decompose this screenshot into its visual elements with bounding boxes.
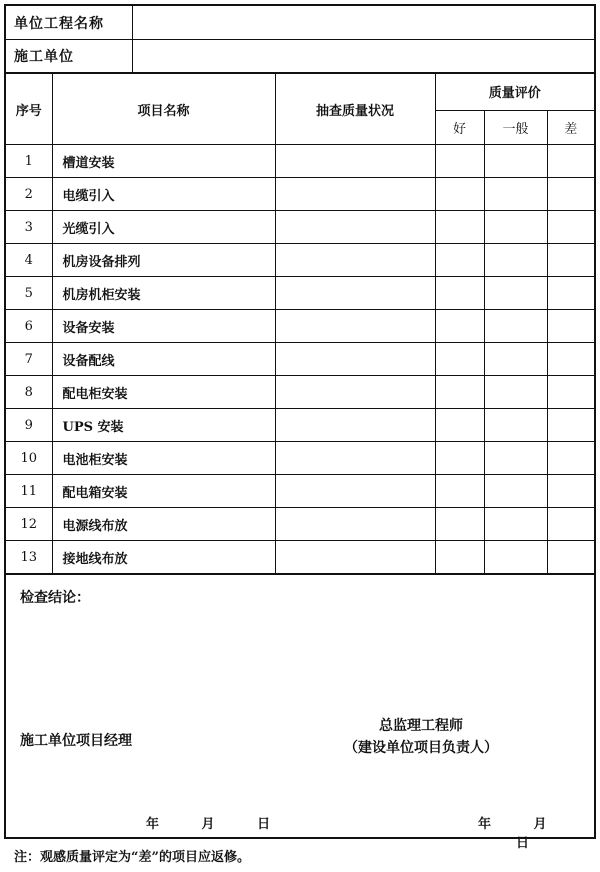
row-check-status[interactable] (275, 376, 435, 409)
row-grade-poor[interactable] (547, 442, 594, 475)
row-item-name: 光缆引入 (52, 211, 275, 244)
table-row (6, 211, 594, 244)
row-check-status[interactable] (275, 475, 435, 508)
row-item-name: 设备安装 (52, 310, 275, 343)
row-grade-fair[interactable] (484, 409, 547, 442)
row-item-name: 机房机柜安装 (52, 277, 275, 310)
row-grade-poor[interactable] (547, 178, 594, 211)
row-grade-poor[interactable] (547, 211, 594, 244)
row-check-status[interactable] (275, 343, 435, 376)
row-grade-fair[interactable] (484, 343, 547, 376)
row-grade-good[interactable] (435, 343, 484, 376)
row-check-status[interactable] (275, 178, 435, 211)
row-grade-poor[interactable] (547, 376, 594, 409)
row-grade-fair[interactable] (484, 376, 547, 409)
row-item-name: 电池柜安装 (52, 442, 275, 475)
row-grade-good[interactable] (435, 442, 484, 475)
chief-supervisor-label (336, 715, 506, 759)
row-check-status[interactable] (275, 541, 435, 574)
row-grade-good[interactable] (435, 145, 484, 178)
row-check-status[interactable] (275, 277, 435, 310)
construction-unit-label: 施工单位 (6, 40, 133, 72)
row-item-name: UPS 安装 (52, 409, 275, 442)
manager-date-year: 年 (146, 817, 160, 832)
row-seq: 4 (6, 244, 52, 277)
table-row (6, 409, 594, 442)
row-item-name: 接地线布放 (52, 541, 275, 574)
row-grade-good[interactable] (435, 244, 484, 277)
table-row (6, 475, 594, 508)
row-item-name: 配电柜安装 (52, 376, 275, 409)
row-grade-fair[interactable] (484, 310, 547, 343)
table-row (6, 541, 594, 574)
header-item-name: 项目名称 (52, 74, 275, 145)
row-grade-poor[interactable] (547, 343, 594, 376)
footnote: 注：观感质量评定为“差”的项目应返修。 (14, 850, 250, 865)
chief-supervisor-subtitle: （建设单位项目负责人） (344, 740, 498, 756)
row-grade-poor[interactable] (547, 310, 594, 343)
row-grade-fair[interactable] (484, 475, 547, 508)
construction-unit-field[interactable] (133, 40, 594, 72)
row-item-name: 机房设备排列 (52, 244, 275, 277)
row-seq: 6 (6, 310, 52, 343)
header-grade-poor: 差 (547, 110, 594, 144)
chief-supervisor-title: 总监理工程师 (379, 718, 463, 734)
manager-date-month: 月 (201, 817, 215, 832)
conclusion-label: 检查结论： (20, 590, 90, 606)
row-grade-good[interactable] (435, 211, 484, 244)
unit-project-row (6, 6, 594, 40)
row-grade-poor[interactable] (547, 475, 594, 508)
row-seq: 8 (6, 376, 52, 409)
quality-table (6, 74, 594, 574)
row-check-status[interactable] (275, 244, 435, 277)
table-row (6, 277, 594, 310)
row-grade-poor[interactable] (547, 145, 594, 178)
row-check-status[interactable] (275, 508, 435, 541)
inspection-form (4, 4, 596, 851)
table-row (6, 508, 594, 541)
row-grade-fair[interactable] (484, 178, 547, 211)
row-item-name: 设备配线 (52, 343, 275, 376)
row-seq: 5 (6, 277, 52, 310)
row-grade-fair[interactable] (484, 277, 547, 310)
table-row (6, 343, 594, 376)
supervisor-date-year: 年 (478, 817, 492, 832)
row-seq: 2 (6, 178, 52, 211)
row-grade-poor[interactable] (547, 277, 594, 310)
row-grade-fair[interactable] (484, 442, 547, 475)
row-check-status[interactable] (275, 211, 435, 244)
unit-project-field[interactable] (133, 6, 594, 39)
row-seq: 3 (6, 211, 52, 244)
row-grade-poor[interactable] (547, 541, 594, 574)
header-grade-fair: 一般 (484, 110, 547, 144)
header-seq: 序号 (6, 74, 52, 145)
row-item-name: 配电箱安装 (52, 475, 275, 508)
row-grade-good[interactable] (435, 310, 484, 343)
row-grade-poor[interactable] (547, 508, 594, 541)
table-row (6, 376, 594, 409)
row-grade-fair[interactable] (484, 145, 547, 178)
row-grade-fair[interactable] (484, 244, 547, 277)
row-item-name: 槽道安装 (52, 145, 275, 178)
row-item-name: 电缆引入 (52, 178, 275, 211)
row-seq: 13 (6, 541, 52, 574)
row-grade-poor[interactable] (547, 409, 594, 442)
unit-project-label: 单位工程名称 (6, 6, 133, 39)
row-grade-fair[interactable] (484, 541, 547, 574)
row-grade-good[interactable] (435, 178, 484, 211)
conclusion-section (6, 574, 594, 851)
row-seq: 12 (6, 508, 52, 541)
table-row (6, 178, 594, 211)
row-check-status[interactable] (275, 310, 435, 343)
row-grade-fair[interactable] (484, 508, 547, 541)
manager-date[interactable] (146, 813, 270, 832)
row-seq: 9 (6, 409, 52, 442)
table-row (6, 145, 594, 178)
header-grade-good: 好 (435, 110, 484, 144)
row-seq: 7 (6, 343, 52, 376)
row-check-status[interactable] (275, 409, 435, 442)
table-row (6, 310, 594, 343)
row-seq: 10 (6, 442, 52, 475)
row-grade-good[interactable] (435, 541, 484, 574)
row-item-name: 电源线布放 (52, 508, 275, 541)
header-check-status: 抽查质量状况 (275, 74, 435, 145)
row-grade-good[interactable] (435, 508, 484, 541)
row-grade-good[interactable] (435, 409, 484, 442)
supervisor-date[interactable] (478, 813, 594, 851)
row-grade-good[interactable] (435, 277, 484, 310)
row-check-status[interactable] (275, 442, 435, 475)
supervisor-date-month: 月 (533, 817, 547, 832)
header-quality-evaluation: 质量评价 (435, 74, 594, 110)
row-check-status[interactable] (275, 145, 435, 178)
row-seq: 1 (6, 145, 52, 178)
manager-date-day: 日 (257, 817, 271, 832)
table-row (6, 442, 594, 475)
row-grade-good[interactable] (435, 475, 484, 508)
row-grade-fair[interactable] (484, 211, 547, 244)
row-grade-good[interactable] (435, 376, 484, 409)
construction-unit-row (6, 40, 594, 74)
project-manager-label: 施工单位项目经理 (20, 733, 132, 749)
row-seq: 11 (6, 475, 52, 508)
row-grade-poor[interactable] (547, 244, 594, 277)
supervisor-date-day: 日 (516, 836, 530, 851)
table-row (6, 244, 594, 277)
